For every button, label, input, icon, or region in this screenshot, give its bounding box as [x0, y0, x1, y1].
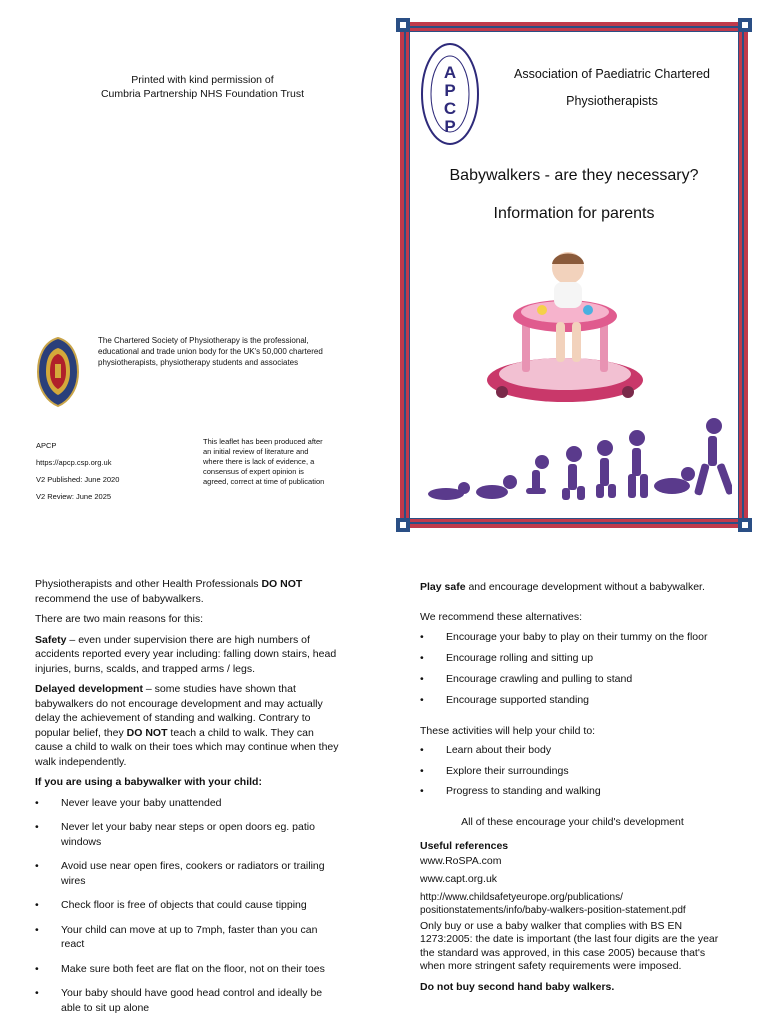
- published-date: V2 Published: June 2020: [36, 475, 120, 484]
- reference-link-part-1: http://www.childsafetyeurope.org/publications/: [420, 891, 623, 903]
- intro-text-end: recommend the use of babywalkers.: [35, 592, 204, 605]
- csp-crest-logo: [36, 336, 80, 408]
- all-encourage-line: All of these encourage your child's development: [461, 815, 684, 828]
- using-heading: [35, 775, 340, 790]
- apcp-url[interactable]: https://apcp.csp.org.uk: [36, 458, 112, 467]
- list-item: • Make sure both feet are flat on the floor, not on their toes: [35, 962, 340, 977]
- intro-paragraph: [35, 577, 340, 606]
- development-figures-image: [422, 418, 732, 502]
- list-item: • Encourage crawling and pulling to stand: [420, 672, 725, 687]
- alternatives-list: [420, 630, 725, 708]
- safety-paragraph: [35, 633, 340, 677]
- references-heading: Useful references: [420, 840, 509, 852]
- permission-line-2: Cumbria Partnership NHS Foundation Trust: [100, 88, 305, 100]
- logo-letter-a: A: [443, 63, 457, 82]
- play-safe-text: and encourage development without a babywalker.: [465, 581, 705, 593]
- review-date: V2 Review: June 2025: [36, 492, 112, 501]
- recommend-line: We recommend these alternatives:: [420, 610, 583, 623]
- list-item: • Encourage supported standing: [420, 693, 725, 708]
- list-item: • Progress to standing and walking: [420, 784, 725, 799]
- list-item: • Learn about their body: [420, 743, 725, 758]
- reference-link-part-2: positionstatements/info/baby-walkers-position-statement.pdf: [420, 904, 686, 916]
- useful-references: [420, 839, 725, 917]
- frame-corner: [738, 18, 752, 32]
- frame-corner: [396, 518, 410, 532]
- csp-description: The Chartered Society of Physiotherapy is the professional, educational and trade union body for the UK's 50,000 chartered physiotherapists, physiotherapy students and associates: [98, 336, 323, 367]
- logo-letter-c: C: [443, 99, 457, 118]
- apcp-logo: [420, 42, 480, 146]
- list-item: • Your baby should have good head control and ideally be able to sit up alone: [35, 986, 340, 1015]
- delayed-label: Delayed development: [35, 683, 143, 695]
- list-item: • Explore their surroundings: [420, 764, 725, 779]
- reference-link[interactable]: www.capt.org.uk: [420, 873, 498, 885]
- leaflet-note: This leaflet has been produced after an initial review of literature and where there is lack of evidence, a consensus of expert opinion is agreed, correct at time of publication: [203, 437, 325, 486]
- list-item: • Never leave your baby unattended: [35, 796, 340, 811]
- play-safe-label: Play safe: [420, 581, 466, 593]
- activities-line: These activities will help your child to:: [420, 724, 596, 737]
- delayed-text-end: teach a child to walk. They can cause a child to walk on their toes which may continue when they walk independently.: [35, 726, 339, 768]
- play-safe-paragraph: [420, 580, 725, 595]
- tips-list: [35, 796, 340, 1016]
- list-item: • Avoid use near open fires, cookers or radiators or trailing wires: [35, 859, 340, 888]
- list-item: • Encourage your baby to play on their tummy on the floor: [420, 630, 725, 645]
- permission-note: [60, 73, 345, 101]
- permission-line-1: Printed with kind permission of: [131, 74, 274, 86]
- delayed-paragraph: [35, 682, 340, 769]
- list-item: • Encourage rolling and sitting up: [420, 651, 725, 666]
- front-cover: [400, 22, 748, 528]
- reference-link[interactable]: www.RoSPA.com: [420, 854, 502, 867]
- baby-in-walker-image: [482, 242, 648, 412]
- cover-title: Babywalkers - are they necessary?: [449, 167, 699, 184]
- reasons-line: There are two main reasons for this:: [35, 613, 204, 625]
- publication-info: [36, 437, 186, 505]
- apcp-label: APCP: [36, 441, 57, 450]
- intro-text: Physiotherapists and other Health Professionals: [35, 578, 262, 590]
- delayed-do-not: DO NOT: [126, 726, 168, 739]
- list-item: • Never let your baby near steps or open doors eg. patio windows: [35, 820, 340, 849]
- org-name-line-2: Physiotherapists: [566, 94, 658, 108]
- using-heading-text: If you are using a babywalker with your child:: [35, 776, 262, 788]
- buy-note: Only buy or use a baby walker that complies with BS EN 1273:2005: the date is important (the last four digits are the year the standard was approved, in this case 2005) because that's when more stringent safety requirements were imposed.: [420, 919, 719, 972]
- frame-corner: [738, 518, 752, 532]
- delayed-text: – some studies have shown that babywalkers do not encourage development and may actually delay the achievement of standing and walking. Contrary to popular belief, they: [35, 683, 323, 739]
- list-item: • Your child can move at up to 7mph, faster than you can react: [35, 923, 340, 952]
- reference-link[interactable]: [420, 891, 725, 917]
- list-item: • Check floor is free of objects that could cause tipping: [35, 898, 340, 913]
- intro-do-not: DO NOT: [261, 578, 303, 590]
- safety-text: – even under supervision there are high numbers of accidents reported every year including: falling down stairs, head injuries, burns, scalds, and trapped arms / legs.: [35, 633, 337, 675]
- benefits-list: [420, 743, 725, 799]
- right-column: [420, 580, 725, 994]
- org-name-line-1: Association of Paediatric Chartered: [514, 67, 710, 81]
- logo-letter-p2: P: [444, 117, 456, 136]
- safety-label: Safety: [35, 633, 67, 646]
- left-column: [35, 577, 340, 1015]
- second-hand-warning: Do not buy second hand baby walkers.: [420, 980, 615, 993]
- org-name: [496, 61, 728, 115]
- cover-subtitle: Information for parents: [493, 205, 655, 222]
- logo-letter-p: P: [444, 81, 456, 100]
- frame-corner: [396, 18, 410, 32]
